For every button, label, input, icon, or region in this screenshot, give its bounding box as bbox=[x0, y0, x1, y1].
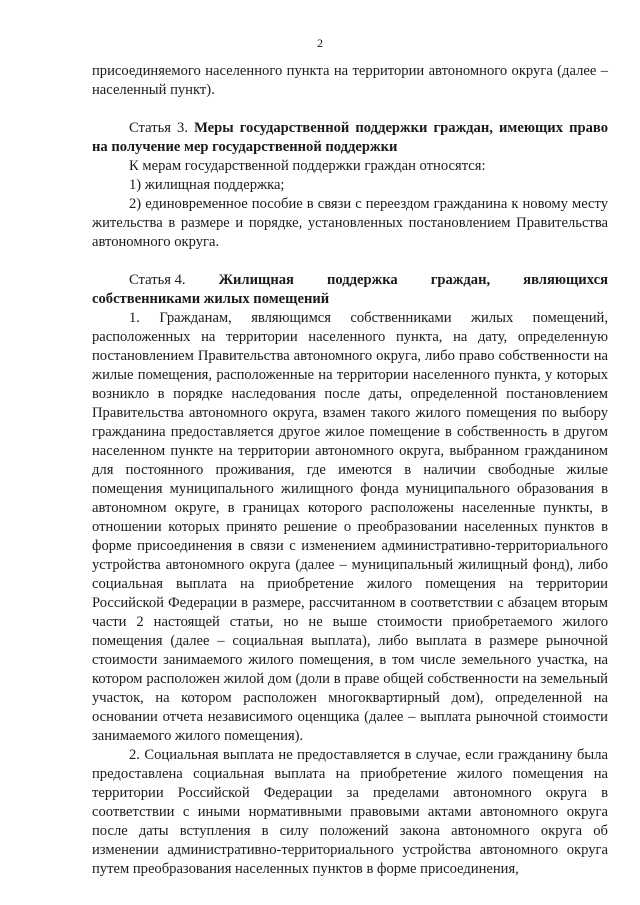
article-3-intro: К мерам государственной поддержки граждан относятся: bbox=[129, 158, 486, 174]
document-body bbox=[92, 62, 608, 879]
page-number: 2 bbox=[317, 36, 323, 50]
article-3-heading bbox=[92, 119, 608, 157]
article-4-title-word: являющихся bbox=[523, 272, 608, 288]
article-4-heading bbox=[92, 271, 608, 290]
continuation-paragraph: присоединяемого населенного пункта на территории автономного округа (далее – населенный пункт). bbox=[92, 63, 608, 98]
article-3-item-2: 2) единовременное пособие в связи с переездом гражданина к новому месту жительства в размере и порядке, установленных постановлением Правительства автономного округа. bbox=[92, 196, 608, 250]
article-3-title: Меры государственной поддержки граждан, имеющих право на получение мер государственной поддержки bbox=[92, 120, 608, 155]
article-4-label: Статья 4. bbox=[129, 272, 186, 288]
article-3-item-1: 1) жилищная поддержка; bbox=[129, 177, 285, 193]
article-4-title-word: поддержка bbox=[327, 272, 398, 288]
article-4-title-word: граждан, bbox=[430, 272, 491, 288]
article-4-paragraph-1: 1. Гражданам, являющимся собственниками жилых помещений, расположенных на территории населенного пункта, на дату, определенную постановлением Правительства автономного округа, либо право собственности на жилые помещения, расположенные на территории населенного пункта, у которых возникло в порядке наследования после даты, определенной постановлением Правительства автономного округа, взамен такого жилого помещения по выбору гражданина предоставляется другое жилое помещение в собственность в другом населенном пункте на территории автономного округа, выбранном гражданином для постоянного проживания, где имеются в наличии свободные жилые помещения муниципального жилищного фонда муниципального образования в автономном округе, в границах которого расположены населенные пункты, в отношении которых принято решение о преобразовании населенных пунктов в форме присоединения в связи с изменением административно-территориального устройства автономного округа (далее – муниципальный жилищный фонд), либо социальная выплата на приобретение жилого помещения на территории Российской Федерации в размере, рассчитанном в соответствии с абзацем вторым части 2 настоящей статьи, но не выше стоимости приобретаемого жилого помещения (далее – социальная выплата), либо выплата в размере рыночной стоимости занимаемого жилого помещения, в том числе земельного участка, на котором расположен жилой дом (доли в праве общей собственности на земельный участок, на котором расположен многоквартирный дом), определенной на основании отчета независимого оценщика (далее – выплата рыночной стоимости занимаемого жилого помещения). bbox=[92, 310, 608, 744]
article-4-title-line-2: собственниками жилых помещений bbox=[92, 291, 330, 307]
article-4-paragraph-2: 2. Социальная выплата не предоставляется в случае, если гражданину была предоставлена социальная выплата на приобретение жилого помещения на территории Российской Федерации за пределами автономного округа в соответствии с иными нормативными правовыми актами автономного округа после даты вступления в силу положений закона автономного округа об изменении административно-территориального устройства автономного округа путем преобразования населенных пунктов в форме присоединения, bbox=[92, 747, 608, 877]
article-3-label: Статья 3. bbox=[129, 120, 188, 136]
article-4-title-word: Жилищная bbox=[218, 272, 294, 288]
